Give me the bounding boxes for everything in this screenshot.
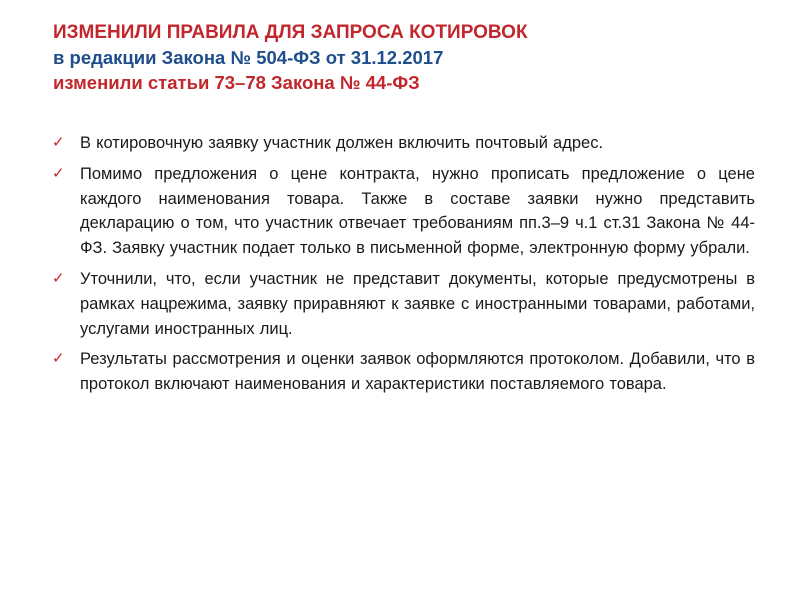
checkmark-icon: ✓ [52, 350, 65, 368]
checkmark-icon: ✓ [52, 164, 65, 182]
slide-title: ИЗМЕНИЛИ ПРАВИЛА ДЛЯ ЗАПРОСА КОТИРОВОК [53, 22, 528, 43]
bullet-item [52, 131, 755, 156]
bullet-text: Уточнили, что, если участник не представит документы, которые предусмотрены в рамках нацрежима, заявку приравняют к заявке с иностранными товарами, работами, услугами иностранных лиц. [80, 269, 755, 338]
bullet-text: В котировочную заявку участник должен включить почтовый адрес. [80, 134, 604, 152]
bullet-text: Помимо предложения о цене контракта, нужно прописать предложение о цене каждого наименования товара. Также в составе заявки нужно представить декларацию о том, что участник отвечает требованиям пп.3–9 ч.1 ст.31 Закона № 44-ФЗ. Заявку участник подает только в письменной форме, электронную форму убрали. [80, 164, 755, 258]
bullet-item [52, 267, 755, 341]
bullet-item [52, 347, 755, 397]
bullet-item [52, 162, 755, 261]
checkmark-icon: ✓ [52, 269, 65, 287]
checkmark-icon: ✓ [52, 134, 65, 151]
slide-articles: изменили статьи 73–78 Закона № 44-ФЗ [53, 72, 420, 93]
bullet-text: Результаты рассмотрения и оценки заявок оформляются протоколом. Добавили, что в протокол включают наименования и характеристики поставляемого товара. [80, 350, 755, 394]
slide-header [53, 20, 753, 95]
slide-subtitle: в редакции Закона № 504-ФЗ от 31.12.2017 [53, 47, 444, 68]
bullet-list [52, 131, 755, 403]
